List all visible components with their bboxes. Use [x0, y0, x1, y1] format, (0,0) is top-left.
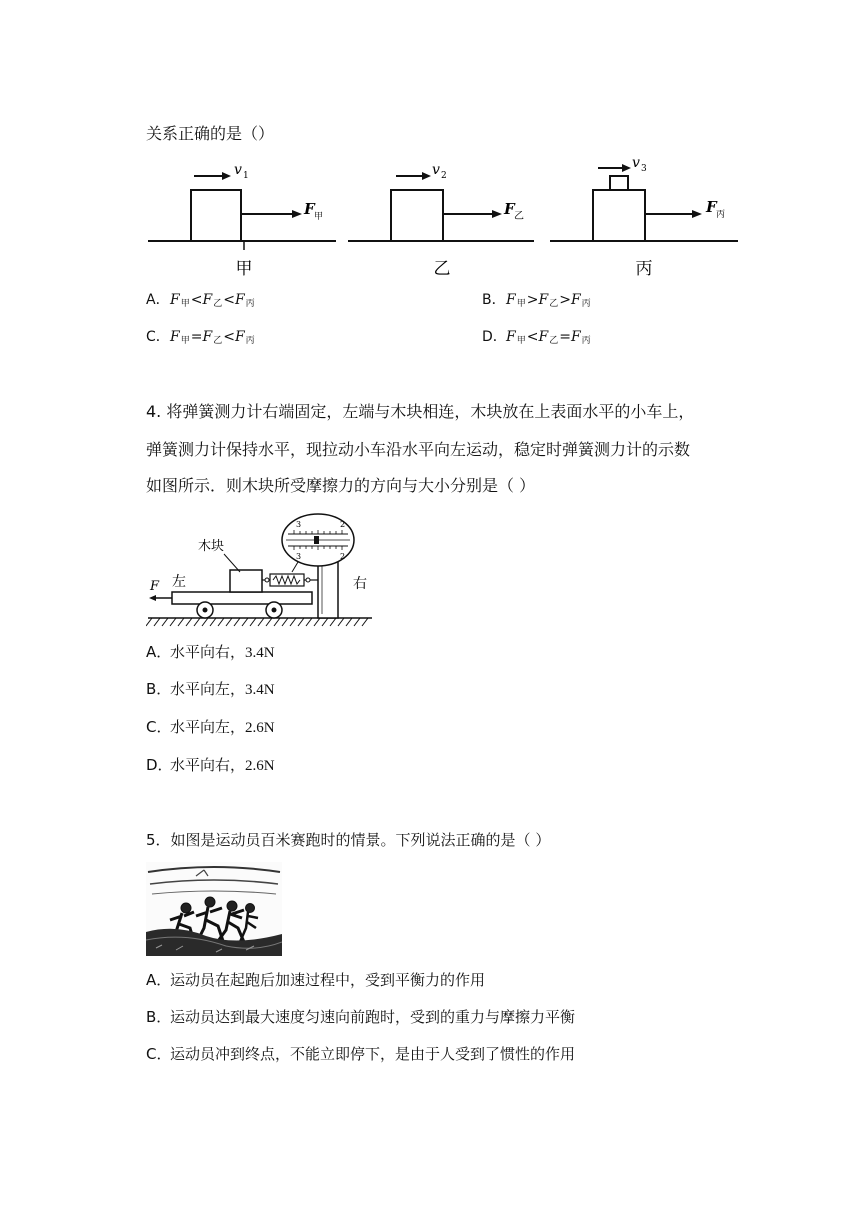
- q4-force-label: F: [150, 579, 160, 594]
- wood-block: [230, 570, 262, 592]
- q3-panel-bing: [550, 155, 738, 279]
- scale-mark-1: 3: [296, 520, 302, 529]
- q3-option-d: D．$F_甲<F_乙=F_丙$: [482, 329, 591, 346]
- q5-option-c: C．运动员冲到终点，不能立即停下，是由于人受到了惯性的作用: [146, 1045, 576, 1063]
- scale-mark-2: 2: [340, 520, 346, 529]
- scale-mark-4: 2: [340, 552, 346, 561]
- scale-pointer: [314, 536, 319, 544]
- q4-right-label: 右: [353, 576, 367, 592]
- q4-option-c: C．水平向左，2.6N: [146, 718, 275, 736]
- q3-panel-yi: [348, 162, 534, 279]
- q4-option-b: B．水平向左，3.4N: [146, 680, 275, 698]
- small-weight: [610, 176, 628, 190]
- q3-stem-tail: 关系正确的是（）: [146, 124, 275, 143]
- q4-left-label: 左: [172, 574, 186, 590]
- f-bing-sub: 丙: [716, 210, 726, 220]
- q3-option-b: B．$F_甲>F_乙>F_丙$: [482, 292, 591, 309]
- caption-yi: 乙: [433, 259, 451, 279]
- f-jia-sub: 甲: [314, 212, 324, 222]
- q3-option-a: A．$F_甲<F_乙<F_丙$: [146, 292, 255, 309]
- caption-jia: 甲: [235, 259, 253, 279]
- f-bing-label: F: [706, 198, 717, 216]
- q3-panel-jia: [148, 162, 336, 279]
- caption-bing: 丙: [635, 259, 653, 279]
- q4-stem-line-1: 4. 将弹簧测力计右端固定，左端与木块相连，木块放在上表面水平的小车上，: [146, 402, 695, 421]
- q3-option-c: C．$F_甲=F_乙<F_丙$: [146, 329, 255, 346]
- q4-option-d: D．水平向右，2.6N: [146, 756, 275, 774]
- q3-figure: [140, 150, 750, 282]
- v3-sub: 3: [641, 164, 647, 174]
- v1-label: v: [234, 162, 242, 178]
- q4-option-a: A．水平向右，3.4N: [146, 643, 275, 661]
- q5-sprint-photo: [146, 862, 282, 956]
- f-yi-sub: 乙: [514, 211, 524, 222]
- cart: [172, 592, 312, 604]
- q5-stem: 5．如图是运动员百米赛跑时的情景。下列说法正确的是（ ）: [146, 831, 551, 849]
- v2-sub: 2: [441, 171, 447, 181]
- v1-sub: 1: [243, 171, 249, 181]
- scale-mark-3: 3: [296, 552, 302, 561]
- v2-label: v: [432, 162, 440, 178]
- v3-label: v: [632, 155, 640, 171]
- q4-block-label: 木块: [198, 539, 225, 554]
- q4-stem-line-2: 弹簧测力计保持水平，现拉动小车沿水平向左运动，稳定时弹簧测力计的示数: [146, 440, 691, 459]
- q4-figure: [146, 510, 374, 634]
- f-yi-label: F: [504, 200, 515, 218]
- q4-stem-line-3: 如图所示．则木块所受摩擦力的方向与大小分别是（ ）: [146, 476, 536, 495]
- q5-option-b: B．运动员达到最大速度匀速向前跑时，受到的重力与摩擦力平衡: [146, 1008, 576, 1026]
- f-jia-label: F: [304, 200, 315, 218]
- q5-option-a: A．运动员在起跑后加速过程中，受到平衡力的作用: [146, 971, 486, 989]
